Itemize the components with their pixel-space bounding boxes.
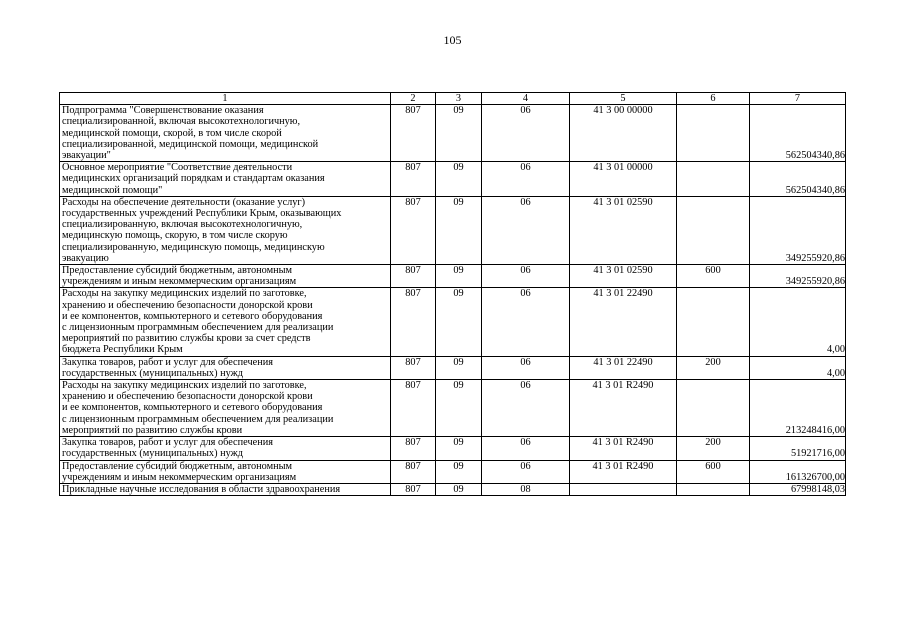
column-header: 3 xyxy=(436,93,482,105)
row-subsection-cell: 06 xyxy=(482,460,570,483)
row-subsection-cell: 06 xyxy=(482,162,570,197)
row-section-cell: 09 xyxy=(436,105,482,162)
row-code-cell: 807 xyxy=(391,483,436,495)
row-expense-type-cell xyxy=(677,196,750,264)
row-amount-cell: 51921716,00 xyxy=(750,437,846,460)
row-name-cell: Предоставление субсидий бюджетным, автономным учреждениям и иным некоммерческим организациям xyxy=(60,265,391,288)
row-amount-cell: 161326700,00 xyxy=(750,460,846,483)
table-row xyxy=(60,356,846,379)
table-header-row xyxy=(60,93,846,105)
column-header: 6 xyxy=(677,93,750,105)
row-code-cell: 807 xyxy=(391,380,436,437)
row-expense-type-cell: 600 xyxy=(677,265,750,288)
row-expense-type-cell xyxy=(677,483,750,495)
row-section-cell: 09 xyxy=(436,196,482,264)
table-row xyxy=(60,437,846,460)
row-name-cell: Расходы на закупку медицинских изделий по заготовке, хранению и обеспечению безопасности донорской крови и ее компонентов, компьютерного и сетевого оборудования с лицензионным программным обеспечением для реализации мероприятий по развитию службы крови за счет средств бюджета Республики Крым xyxy=(60,288,391,356)
table-row xyxy=(60,483,846,495)
row-target-article-cell: 41 3 01 R2490 xyxy=(570,437,677,460)
row-target-article-cell: 41 3 01 R2490 xyxy=(570,380,677,437)
row-code-cell: 807 xyxy=(391,196,436,264)
row-code-cell: 807 xyxy=(391,105,436,162)
row-subsection-cell: 08 xyxy=(482,483,570,495)
row-section-cell: 09 xyxy=(436,356,482,379)
row-name-cell: Предоставление субсидий бюджетным, автономным учреждениям и иным некоммерческим организациям xyxy=(60,460,391,483)
row-target-article-cell: 41 3 01 00000 xyxy=(570,162,677,197)
row-section-cell: 09 xyxy=(436,288,482,356)
row-name-cell: Закупка товаров, работ и услуг для обеспечения государственных (муниципальных) нужд xyxy=(60,437,391,460)
row-amount-cell: 213248416,00 xyxy=(750,380,846,437)
table-row xyxy=(60,288,846,356)
row-code-cell: 807 xyxy=(391,265,436,288)
table-row xyxy=(60,265,846,288)
row-subsection-cell: 06 xyxy=(482,265,570,288)
row-target-article-cell xyxy=(570,483,677,495)
row-expense-type-cell: 600 xyxy=(677,460,750,483)
row-target-article-cell: 41 3 01 22490 xyxy=(570,288,677,356)
row-amount-cell: 349255920,86 xyxy=(750,265,846,288)
row-expense-type-cell xyxy=(677,105,750,162)
column-header: 7 xyxy=(750,93,846,105)
column-header: 2 xyxy=(391,93,436,105)
column-header: 1 xyxy=(60,93,391,105)
row-amount-cell: 4,00 xyxy=(750,356,846,379)
row-name-cell: Расходы на закупку медицинских изделий по заготовке, хранению и обеспечению безопасности донорской крови и ее компонентов, компьютерного и сетевого оборудования с лицензионным программным обеспечением для реализации мероприятий по развитию службы крови xyxy=(60,380,391,437)
row-section-cell: 09 xyxy=(436,380,482,437)
row-name-cell: Подпрограмма "Совершенствование оказания специализированной, включая высокотехнологичную, медицинской помощи, скорой, в том числе скорой специализированной, медицинской помощи, медицинской эвакуации" xyxy=(60,105,391,162)
row-name-cell: Расходы на обеспечение деятельности (оказание услуг) государственных учреждений Республики Крым, оказывающих специализированную, включая высокотехнологичную, медицинскую помощь, скорую, в том числе скорую специализированную, медицинскую помощь, медицинскую эвакуацию xyxy=(60,196,391,264)
row-section-cell: 09 xyxy=(436,162,482,197)
row-target-article-cell: 41 3 00 00000 xyxy=(570,105,677,162)
row-target-article-cell: 41 3 01 22490 xyxy=(570,356,677,379)
row-subsection-cell: 06 xyxy=(482,288,570,356)
column-header: 5 xyxy=(570,93,677,105)
row-expense-type-cell: 200 xyxy=(677,437,750,460)
row-name-cell: Прикладные научные исследования в области здравоохранения xyxy=(60,483,391,495)
row-amount-cell: 67998148,03 xyxy=(750,483,846,495)
row-expense-type-cell: 200 xyxy=(677,356,750,379)
row-name-cell: Основное мероприятие "Соответствие деятельности медицинских организаций порядкам и стандартам оказания медицинской помощи" xyxy=(60,162,391,197)
row-code-cell: 807 xyxy=(391,437,436,460)
table-row xyxy=(60,105,846,162)
row-subsection-cell: 06 xyxy=(482,105,570,162)
row-expense-type-cell xyxy=(677,162,750,197)
row-expense-type-cell xyxy=(677,288,750,356)
row-amount-cell: 4,00 xyxy=(750,288,846,356)
row-code-cell: 807 xyxy=(391,162,436,197)
row-target-article-cell: 41 3 01 R2490 xyxy=(570,460,677,483)
row-expense-type-cell xyxy=(677,380,750,437)
row-section-cell: 09 xyxy=(436,460,482,483)
budget-table xyxy=(59,92,846,496)
table-row xyxy=(60,162,846,197)
row-subsection-cell: 06 xyxy=(482,380,570,437)
row-section-cell: 09 xyxy=(436,483,482,495)
column-header: 4 xyxy=(482,93,570,105)
row-amount-cell: 562504340,86 xyxy=(750,105,846,162)
table-row xyxy=(60,460,846,483)
table-row xyxy=(60,380,846,437)
row-section-cell: 09 xyxy=(436,437,482,460)
row-section-cell: 09 xyxy=(436,265,482,288)
row-amount-cell: 562504340,86 xyxy=(750,162,846,197)
table-row xyxy=(60,196,846,264)
row-target-article-cell: 41 3 01 02590 xyxy=(570,265,677,288)
row-amount-cell: 349255920,86 xyxy=(750,196,846,264)
page-number: 105 xyxy=(443,33,462,47)
row-name-cell: Закупка товаров, работ и услуг для обеспечения государственных (муниципальных) нужд xyxy=(60,356,391,379)
row-code-cell: 807 xyxy=(391,460,436,483)
row-subsection-cell: 06 xyxy=(482,437,570,460)
row-code-cell: 807 xyxy=(391,356,436,379)
row-subsection-cell: 06 xyxy=(482,356,570,379)
row-code-cell: 807 xyxy=(391,288,436,356)
row-subsection-cell: 06 xyxy=(482,196,570,264)
row-target-article-cell: 41 3 01 02590 xyxy=(570,196,677,264)
